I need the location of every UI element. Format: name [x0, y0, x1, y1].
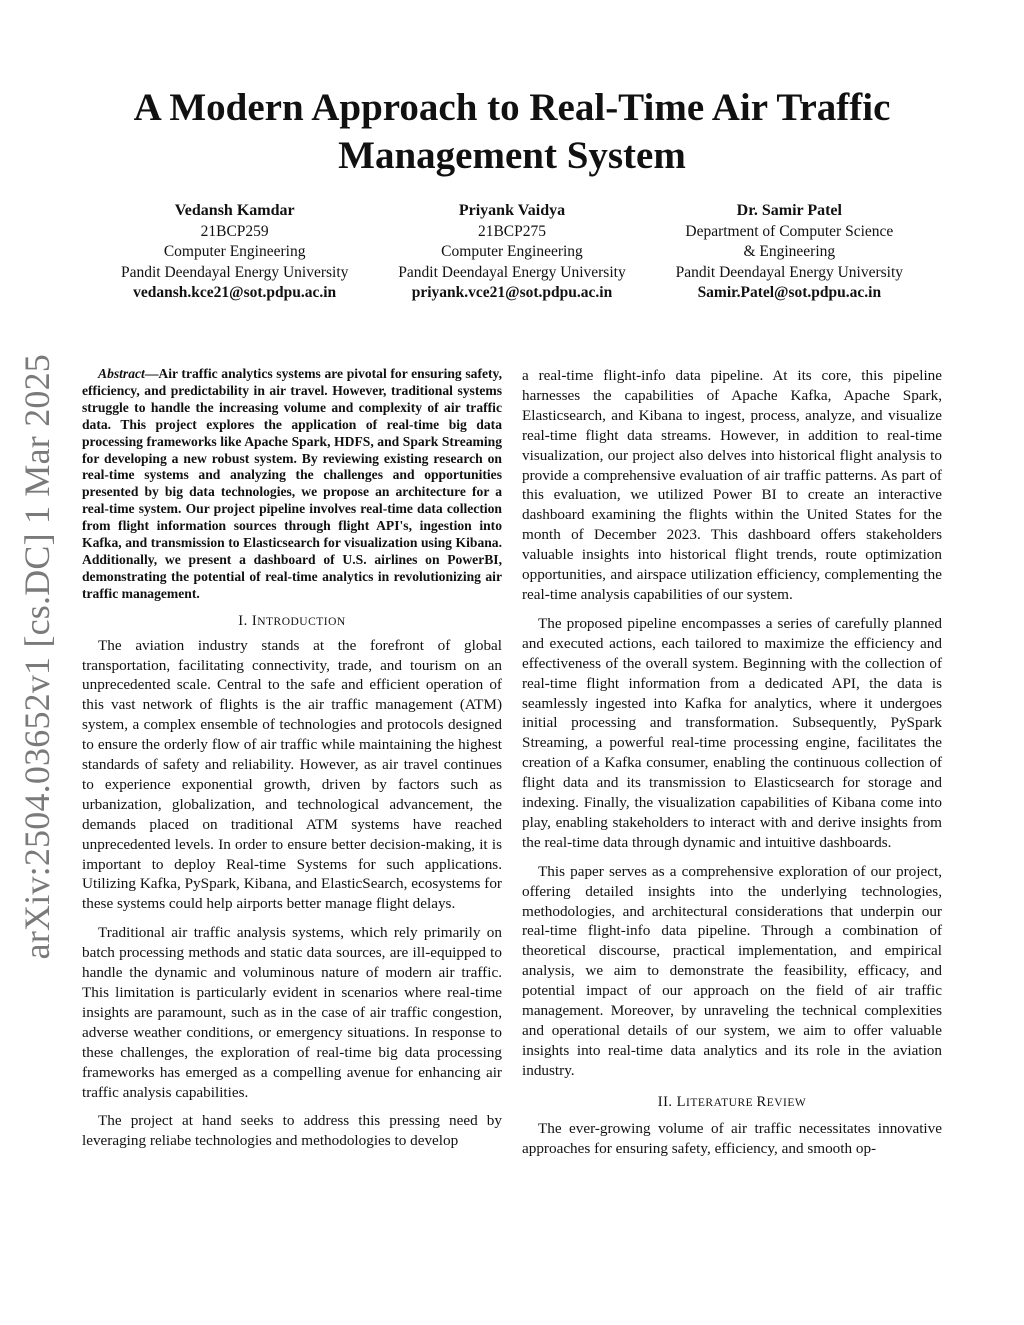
author-affiliation: Pandit Deendayal Energy University [398, 263, 626, 281]
intro-paragraph-5: This paper serves as a comprehensive exploration of our project, offering detailed insights into the underlying technologies, methodologies, and architectural considerations that underpin our real-time flight-info data pipeline. Through a combination of theoretical discourse, practical implementation, and empirical analysis, we aim to demonstrate the feasibility, efficacy, and potential impact of our approach on the field of air traffic management. Moreover, by unraveling the technical complexities and operational details of our system, we aim to offer valuable insights into real-time data analytics and its role in the aviation industry. [522, 862, 942, 1079]
intro-paragraph-3-cont: a real-time flight-info data pipeline. At its core, this pipeline harnesses the capabilities of Apache Kafka, Apache Spark, Elasticsearch, and Kibana to ingest, process, analyze, and visualize real-time flight data streams. However, in addition to real-time visualization, our project also delves into historical flight analysis to provide a comprehensive evaluation of air traffic patterns. As part of this evaluation, we utilized Power BI to create an interactive dashboard examining the flights within the United States for the month of December 2023. This dashboard offers stakeholders valuable insights into historical flight trends, route optimization opportunities, and airspace utilization efficiency, complementing the real-time analysis capabilities of our system. [522, 367, 942, 603]
title-line-2: Management System [338, 134, 686, 177]
author-email: priyank.vce21@sot.pdpu.ac.in [411, 284, 613, 301]
author-email: vedansh.kce21@sot.pdpu.ac.in [133, 284, 337, 301]
author-email: Samir.Patel@sot.pdpu.ac.in [697, 284, 882, 301]
intro-paragraph-1: The aviation industry stands at the forefront of global transportation, facilitating connectivity, trade, and tourism on an unprecedented scale. Central to the safe and efficient operation of this vast network of flights is the air traffic management (ATM) system, a complex ensemble of technologies and protocols designed to ensure the orderly flow of air traffic while maintaining the highest standards of safety and reliability. However, as air travel continues to experience exponential growth, driven by factors such as urbanization, globalization, and technological advancement, the demands placed on traditional ATM systems have reached unprecedented levels. In order to ensure better decision-making, it is important to deploy Real-time Systems for such applications. Utilizing Kafka, PySpark, Kibana, and ElasticSearch, ecosystems for these systems could help airports better manage flight delays. [82, 636, 502, 913]
author-name: Vedansh Kamdar [174, 202, 295, 219]
author-2 [373, 201, 650, 304]
section-heading-literature-review: II. LITERATURE REVIEW [657, 1093, 807, 1110]
author-department: Computer Engineering [163, 243, 306, 260]
author-name: Priyank Vaidya [458, 202, 566, 219]
author-block [96, 201, 928, 304]
author-department: Computer Engineering [441, 243, 583, 260]
author-1 [96, 201, 373, 304]
intro-paragraph-3: The project at hand seeks to address this pressing need by leveraging reliabe technologies and methodologies to develop [82, 1112, 502, 1150]
section-heading-introduction: I. INTRODUCTION [238, 612, 346, 629]
paper-title [80, 84, 944, 180]
title-line-1: A Modern Approach to Real-Time Air Traffic [133, 86, 891, 129]
author-department-cont: & Engineering [743, 243, 836, 260]
author-id: 21BCP275 [477, 222, 547, 240]
intro-paragraph-4: The proposed pipeline encompasses a series of carefully planned and executed actions, each tailored to maximize the efficiency and effectiveness of the overall system. Beginning with the collection of real-time flight information from a dedicated API, the data is seamlessly ingested into Kafka for analytics, where it undergoes initial processing and transformation. Subsequently, PySpark Streaming, a powerful real-time processing engine, facilitates the creation of a Kafka consumer, enabling the continuous collection of flight data and its transmission to Elasticsearch for storage and indexing. Finally, the visualization capabilities of Kibana come into play, enabling stakeholders to interact with and derive insights from the real-time data through dynamic and intuitive dashboards. [522, 614, 942, 851]
author-name: Dr. Samir Patel [736, 202, 842, 219]
author-affiliation: Pandit Deendayal Energy University [675, 263, 904, 281]
right-column [522, 366, 942, 1167]
author-3 [651, 201, 928, 304]
author-id: 21BCP259 [200, 222, 269, 240]
abstract-label: Abstract [98, 366, 145, 381]
abstract [82, 366, 502, 603]
intro-paragraph-2: Traditional air traffic analysis systems, which rely primarily on batch processing methods and static data sources, are ill-equipped to handle the dynamic and voluminous nature of modern air traffic. This limitation is particularly evident in scenarios where real-time insights are paramount, such as in the case of air traffic congestion, adverse weather conditions, or emergency situations. In response to these challenges, the exploration of real-time big data processing frameworks has emerged as a compelling avenue for enhancing air traffic analysis capabilities. [82, 924, 502, 1101]
author-department: Department of Computer Science [685, 222, 894, 240]
arxiv-identifier-stamp: arXiv:2504.03652v1 [cs.DC] 1 Mar 2025 [16, 354, 57, 960]
author-affiliation: Pandit Deendayal Energy University [120, 263, 349, 281]
left-column [82, 366, 502, 1160]
literature-paragraph-1: The ever-growing volume of air traffic necessitates innovative approaches for ensuring safety, efficiency, and smooth op- [522, 1119, 942, 1157]
abstract-text: —Air traffic analytics systems are pivotal for ensuring safety, efficiency, and predictability in air travel. However, traditional systems struggle to handle the increasing volume and complexity of air traffic data. This project explores the application of real-time big data processing frameworks like Apache Spark, HDFS, and Spark Streaming for developing a new robust system. By reviewing existing research on real-time systems and analyzing the challenges and opportunities presented by big data technologies, we propose an architecture for a real-time system. Our project pipeline involves real-time data collection from flight information sources through flight API's, ingestion into Kafka, and transmission to Elasticsearch for visualization using Kibana. Additionally, we present a dashboard of U.S. airlines on PowerBI, demonstrating the potential of real-time analytics in revolutionizing air traffic management. [82, 366, 502, 601]
